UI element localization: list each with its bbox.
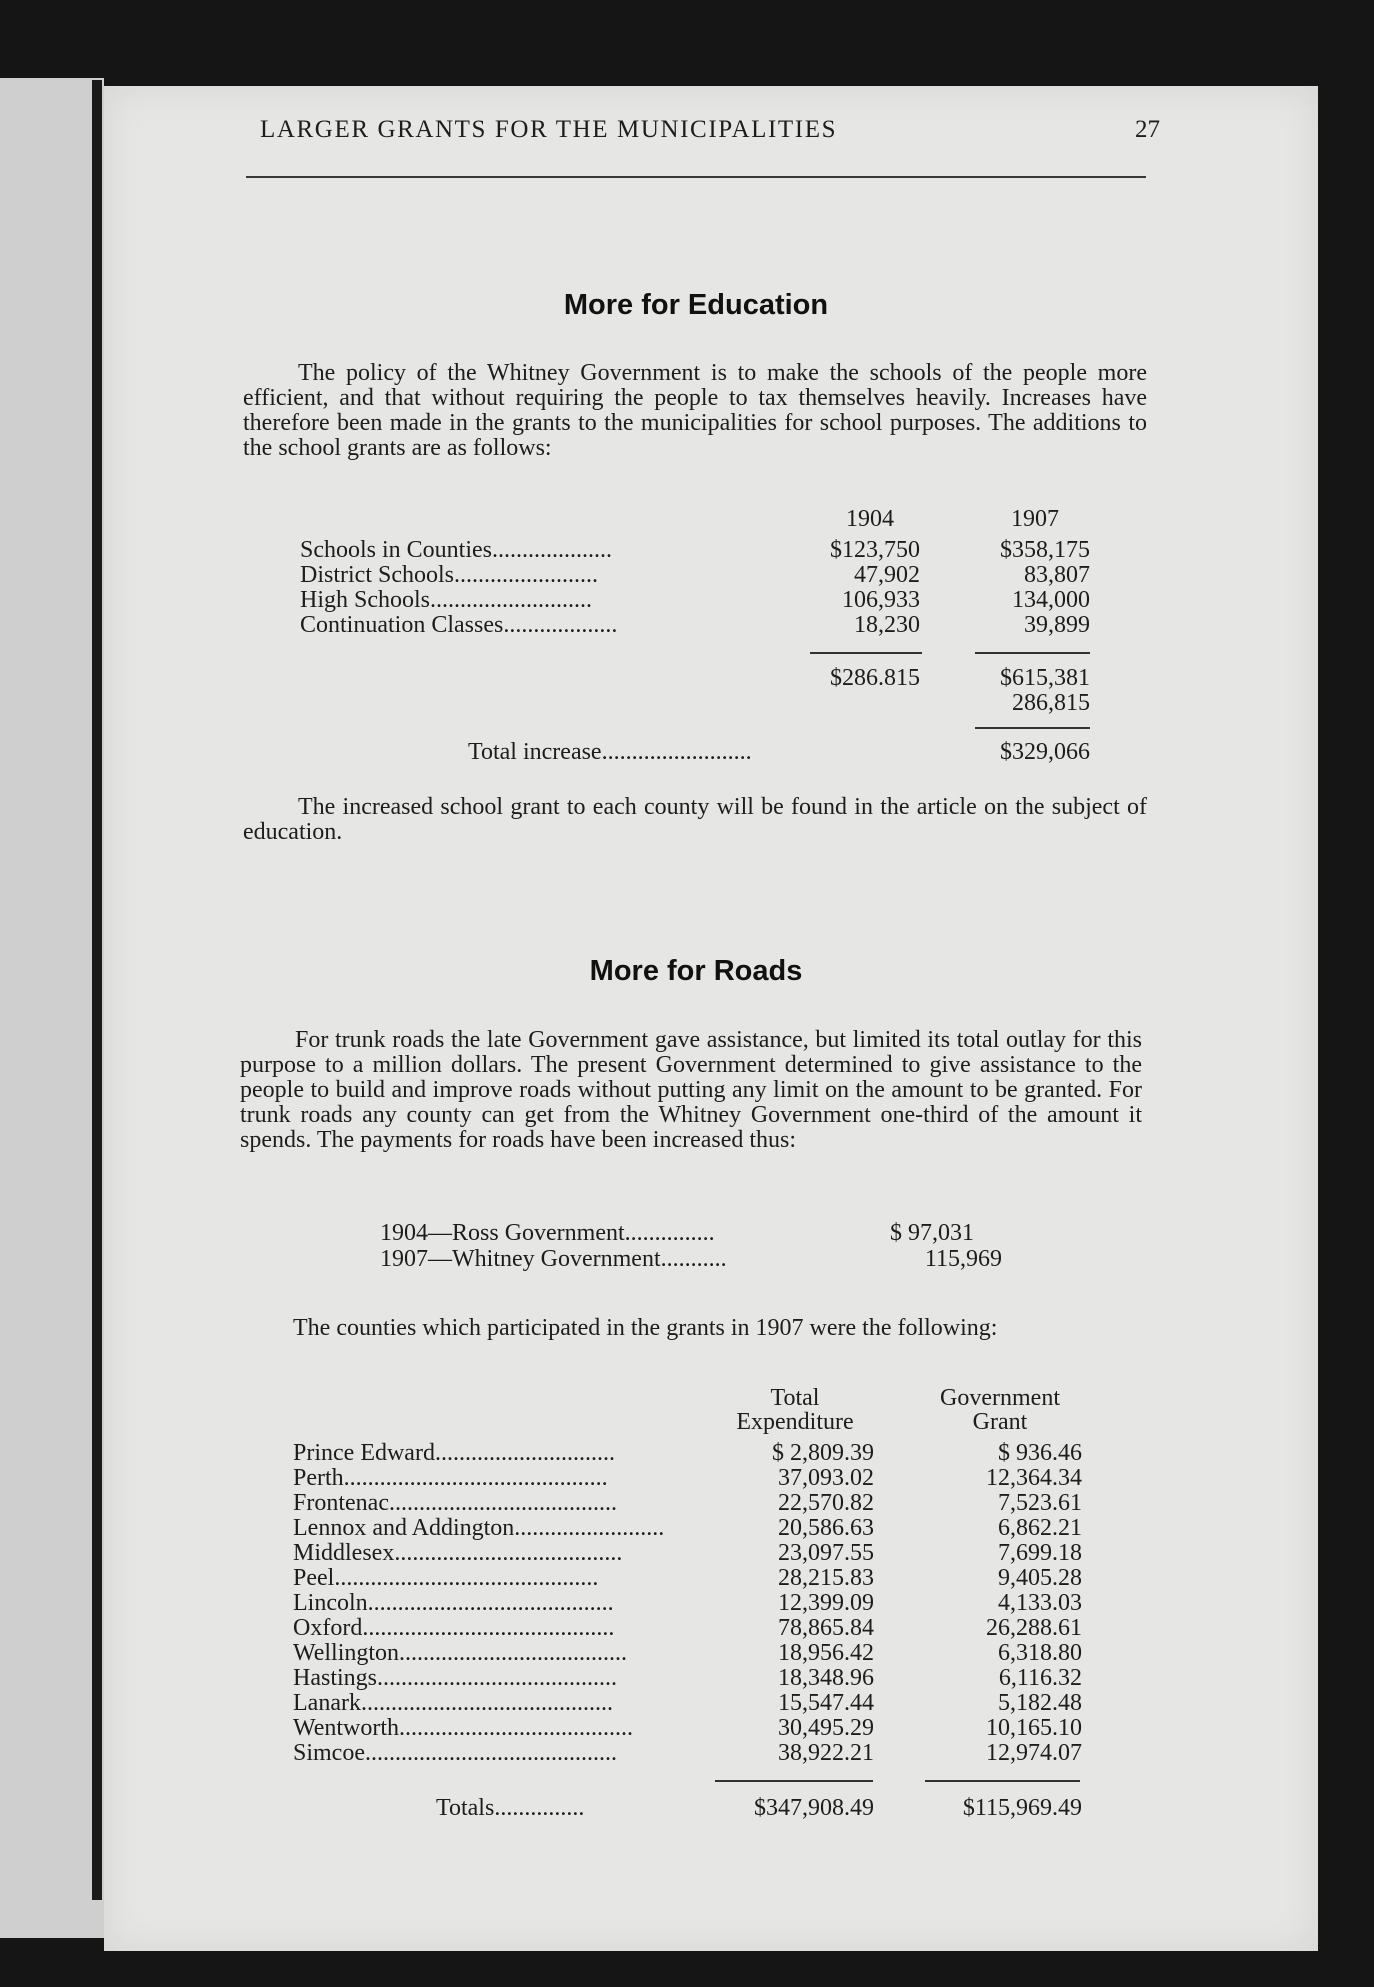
- county-name: Hastings........................................: [293, 1665, 617, 1691]
- county-name: Lennox and Addington.........................: [293, 1515, 665, 1541]
- county-expenditure: 38,922.21: [778, 1740, 874, 1766]
- row-label: Continuation Classes...................: [300, 612, 618, 638]
- row-label: District Schools........................: [300, 562, 598, 588]
- counties-intro: The counties which participated in the grants in 1907 were the following:: [293, 1315, 998, 1341]
- col-1904: 1904: [846, 506, 894, 532]
- county-grant: 9,405.28: [998, 1565, 1082, 1591]
- col-total-expenditure-line1: Total: [770, 1385, 820, 1411]
- value-1907: 134,000: [1012, 587, 1090, 613]
- county-expenditure: 28,215.83: [778, 1565, 874, 1591]
- value-1904: 18,230: [854, 612, 920, 638]
- county-expenditure: 30,495.29: [778, 1715, 874, 1741]
- education-intro: The policy of the Whitney Government is to make the schools of the people more efficient, and that without requiring the people to tax themselves heavily. Increases have therefore been made in the grants to the municipalities for school purposes. The additions to the school grants are as follows:: [243, 360, 1147, 461]
- county-expenditure: 20,586.63: [778, 1515, 874, 1541]
- county-expenditure: 15,547.44: [778, 1690, 874, 1716]
- difference-rule: [975, 727, 1090, 729]
- totals-grant: $115,969.49: [962, 1795, 1082, 1821]
- payment-label: 1907—Whitney Government...........: [380, 1246, 727, 1272]
- county-grant: 6,116.32: [998, 1665, 1082, 1691]
- county-name: Oxford..........................................: [293, 1615, 615, 1641]
- county-expenditure: 18,348.96: [778, 1665, 874, 1691]
- roads-intro: For trunk roads the late Government gave assistance, but limited its total outlay for this purpose to a million dollars. The present Government determined to give assistance to the people to build and improve roads without putting any limit on the amount to be granted. For trunk roads any county can get from the Whitney Government one-third of the amount it spends. The payments for roads have been increased thus:: [240, 1027, 1142, 1153]
- county-grant: 6,862.21: [998, 1515, 1082, 1541]
- total-1907: $615,381: [1000, 665, 1090, 691]
- county-grant: 7,523.61: [998, 1490, 1082, 1516]
- row-label: Schools in Counties....................: [300, 537, 613, 563]
- county-name: Frontenac......................................: [293, 1490, 617, 1516]
- sum-rule-1907: [975, 652, 1090, 654]
- value-1904: $123,750: [830, 537, 920, 563]
- totals-expenditure: $347,908.49: [754, 1795, 874, 1821]
- value-1904: 47,902: [854, 562, 920, 588]
- col-total-expenditure: [715, 1386, 875, 1434]
- county-name: Perth............................................: [293, 1465, 608, 1491]
- header-rule: [246, 176, 1146, 178]
- county-name: Wellington......................................: [293, 1640, 628, 1666]
- totals-rule-grant: [925, 1780, 1080, 1782]
- county-grant: 4,133.03: [998, 1590, 1082, 1616]
- county-name: Lanark..........................................: [293, 1690, 613, 1716]
- county-grant: 7,699.18: [998, 1540, 1082, 1566]
- county-grant: 6,318.80: [998, 1640, 1082, 1666]
- county-expenditure: $ 2,809.39: [772, 1440, 874, 1466]
- sum-rule-1904: [810, 652, 922, 654]
- payment-label: 1904—Ross Government...............: [380, 1220, 715, 1246]
- county-expenditure: 37,093.02: [778, 1465, 874, 1491]
- roads-heading: More for Roads: [589, 955, 803, 987]
- county-grant: 10,165.10: [986, 1715, 1082, 1741]
- col-government-grant: [920, 1386, 1080, 1434]
- running-title: LARGER GRANTS FOR THE MUNICIPALITIES: [260, 116, 838, 143]
- education-closing: The increased school grant to each county will be found in the article on the subject of education.: [243, 794, 1147, 845]
- county-expenditure: 78,865.84: [778, 1615, 874, 1641]
- county-grant: 12,364.34: [986, 1465, 1082, 1491]
- county-expenditure: 22,570.82: [778, 1490, 874, 1516]
- value-1907: 83,807: [1024, 562, 1090, 588]
- col-government-grant-line2: Grant: [972, 1409, 1028, 1435]
- page-number: 27: [1135, 116, 1160, 143]
- payment-value: 115,969: [924, 1246, 1002, 1272]
- facing-page-edge: [0, 78, 104, 1938]
- county-name: Middlesex......................................: [293, 1540, 623, 1566]
- totals-label: Totals...............: [436, 1795, 585, 1821]
- book-spine: [92, 80, 102, 1900]
- value-1907: 39,899: [1024, 612, 1090, 638]
- county-name: Wentworth.......................................: [293, 1715, 634, 1741]
- county-name: Simcoe..........................................: [293, 1740, 617, 1766]
- county-grant: $ 936.46: [998, 1440, 1082, 1466]
- total-increase-label: Total increase.........................: [468, 739, 752, 765]
- county-name: Peel............................................: [293, 1565, 599, 1591]
- value-1907: $358,175: [1000, 537, 1090, 563]
- col-total-expenditure-line2: Expenditure: [736, 1409, 854, 1435]
- value-1904: 106,933: [842, 587, 920, 613]
- county-expenditure: 18,956.42: [778, 1640, 874, 1666]
- county-expenditure: 23,097.55: [778, 1540, 874, 1566]
- totals-rule-expenditure: [715, 1780, 873, 1782]
- col-1907: 1907: [1011, 506, 1059, 532]
- row-label: High Schools...........................: [300, 587, 593, 613]
- total-increase-value: $329,066: [1000, 739, 1090, 765]
- running-header: [260, 116, 1160, 156]
- county-grant: 26,288.61: [986, 1615, 1082, 1641]
- county-expenditure: 12,399.09: [778, 1590, 874, 1616]
- county-name: Prince Edward..............................: [293, 1440, 615, 1466]
- county-grant: 12,974.07: [986, 1740, 1082, 1766]
- payment-value: $ 97,031: [890, 1220, 974, 1246]
- total-1904: $286.815: [830, 665, 920, 691]
- education-heading: More for Education: [563, 289, 829, 321]
- county-name: Lincoln.........................................: [293, 1590, 614, 1616]
- county-grant: 5,182.48: [998, 1690, 1082, 1716]
- subtract-value: 286,815: [1012, 690, 1090, 716]
- col-government-grant-line1: Government: [940, 1385, 1060, 1411]
